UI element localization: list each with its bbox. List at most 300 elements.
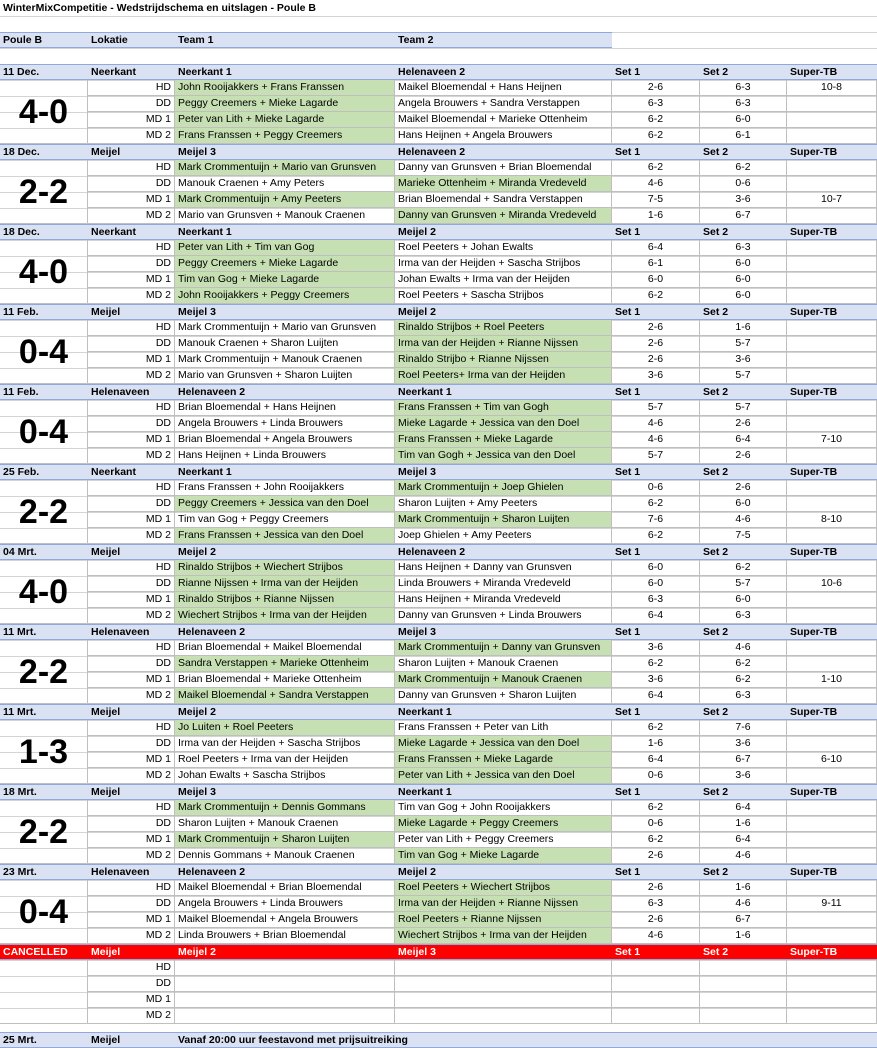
team2-players[interactable]: Hans Heijnen + Danny van Grunsven [395,560,612,576]
set1-score[interactable]: 6-4 [612,688,700,704]
team1-players[interactable]: Rianne Nijssen + Irma van der Heijden [175,576,395,592]
set2-score[interactable]: 6-2 [700,672,787,688]
team2-players[interactable]: Irma van der Heijden + Rianne Nijssen [395,336,612,352]
col-super-tb[interactable]: Super-TB [787,624,877,640]
super-tb-score[interactable] [787,240,877,256]
team1-players[interactable]: John Rooijakkers + Frans Franssen [175,80,395,96]
set1-score[interactable]: 6-4 [612,240,700,256]
super-tb-score[interactable] [787,528,877,544]
set2-score[interactable]: 6-4 [700,432,787,448]
match-score[interactable]: 0-4 [0,400,88,464]
set1-score[interactable]: 6-4 [612,752,700,768]
match-team1[interactable]: Neerkant 1 [175,464,395,480]
match-location[interactable]: Meijel [88,144,175,160]
set2-score[interactable] [700,992,787,1008]
set2-score[interactable]: 6-3 [700,608,787,624]
set1-score[interactable] [612,960,700,976]
set1-score[interactable]: 6-3 [612,592,700,608]
super-tb-score[interactable] [787,656,877,672]
set1-score[interactable]: 0-6 [612,480,700,496]
super-tb-score[interactable]: 10-8 [787,80,877,96]
set1-score[interactable]: 6-0 [612,560,700,576]
team1-players[interactable]: Peter van Lith + Tim van Gog [175,240,395,256]
team1-players[interactable]: Tim van Gog + Mieke Lagarde [175,272,395,288]
col-super-tb[interactable]: Super-TB [787,784,877,800]
game-type[interactable]: MD 2 [88,768,175,784]
game-type[interactable]: DD [88,816,175,832]
set2-score[interactable]: 6-7 [700,208,787,224]
set1-score[interactable]: 4-6 [612,416,700,432]
match-team1[interactable]: Helenaveen 2 [175,384,395,400]
match-team1[interactable]: Neerkant 1 [175,64,395,80]
team1-players[interactable]: Angela Brouwers + Linda Brouwers [175,896,395,912]
team2-players[interactable]: Wiechert Strijbos + Irma van der Heijden [395,928,612,944]
set1-score[interactable]: 7-6 [612,512,700,528]
game-type[interactable]: DD [88,416,175,432]
super-tb-score[interactable] [787,720,877,736]
set1-score[interactable]: 6-2 [612,656,700,672]
team1-players[interactable]: John Rooijakkers + Peggy Creemers [175,288,395,304]
game-type[interactable]: DD [88,96,175,112]
set2-score[interactable]: 7-5 [700,528,787,544]
game-type[interactable]: MD 1 [88,672,175,688]
super-tb-score[interactable] [787,320,877,336]
super-tb-score[interactable] [787,592,877,608]
super-tb-score[interactable] [787,688,877,704]
match-location[interactable]: Helenaveen [88,864,175,880]
set1-score[interactable]: 6-2 [612,496,700,512]
team1-players[interactable]: Mark Crommentuijn + Mario van Grunsven [175,320,395,336]
game-type[interactable]: MD 2 [88,448,175,464]
match-location[interactable]: Helenaveen [88,624,175,640]
team1-players[interactable]: Mark Crommentuijn + Sharon Luijten [175,832,395,848]
set1-score[interactable]: 6-1 [612,256,700,272]
col-super-tb[interactable]: Super-TB [787,944,877,960]
game-type[interactable]: DD [88,176,175,192]
team2-players[interactable]: Roel Peeters + Sascha Strijbos [395,288,612,304]
super-tb-score[interactable] [787,848,877,864]
team2-players[interactable]: Roel Peeters + Wiechert Strijbos [395,880,612,896]
set2-score[interactable]: 2-6 [700,416,787,432]
team1-players[interactable]: Mark Crommentuijn + Manouk Craenen [175,352,395,368]
set1-score[interactable]: 6-2 [612,832,700,848]
game-type[interactable]: MD 2 [88,208,175,224]
team2-players[interactable]: Danny van Grunsven + Brian Bloemendal [395,160,612,176]
team2-players[interactable] [395,960,612,976]
team2-players[interactable]: Roel Peeters + Rianne Nijssen [395,912,612,928]
team2-players[interactable]: Hans Heijnen + Miranda Vredeveld [395,592,612,608]
set1-score[interactable]: 7-5 [612,192,700,208]
match-score[interactable]: 2-2 [0,640,88,704]
game-type[interactable]: HD [88,480,175,496]
match-team1[interactable]: Meijel 2 [175,704,395,720]
set2-score[interactable]: 5-7 [700,400,787,416]
game-type[interactable]: MD 1 [88,512,175,528]
col-set2[interactable]: Set 2 [700,464,787,480]
game-type[interactable]: MD 1 [88,112,175,128]
super-tb-score[interactable] [787,176,877,192]
team1-players[interactable]: Mark Crommentuijn + Mario van Grunsven [175,160,395,176]
game-type[interactable]: DD [88,496,175,512]
game-type[interactable]: DD [88,896,175,912]
super-tb-score[interactable]: 1-10 [787,672,877,688]
super-tb-score[interactable] [787,368,877,384]
game-type[interactable]: MD 1 [88,832,175,848]
match-score[interactable]: 2-2 [0,800,88,864]
match-team2[interactable]: Helenaveen 2 [395,64,612,80]
match-date[interactable]: 11 Mrt. [0,704,88,720]
game-type[interactable]: MD 1 [88,592,175,608]
set1-score[interactable]: 3-6 [612,640,700,656]
team2-players[interactable]: Brian Bloemendal + Sandra Verstappen [395,192,612,208]
team1-players[interactable]: Maikel Bloemendal + Angela Brouwers [175,912,395,928]
game-type[interactable]: MD 2 [88,528,175,544]
team1-players[interactable]: Johan Ewalts + Sascha Strijbos [175,768,395,784]
set2-score[interactable]: 6-0 [700,272,787,288]
team1-players[interactable] [175,1008,395,1024]
final-location[interactable]: Meijel [88,1032,175,1048]
game-type[interactable]: MD 2 [88,608,175,624]
set1-score[interactable]: 2-6 [612,336,700,352]
team2-players[interactable]: Mark Crommentuijn + Manouk Craenen [395,672,612,688]
set1-score[interactable]: 2-6 [612,912,700,928]
set1-score[interactable]: 2-6 [612,352,700,368]
super-tb-score[interactable] [787,352,877,368]
match-date[interactable]: 11 Mrt. [0,624,88,640]
game-type[interactable]: DD [88,736,175,752]
set2-score[interactable] [700,960,787,976]
set2-score[interactable]: 1-6 [700,816,787,832]
super-tb-score[interactable] [787,160,877,176]
header-poule[interactable]: Poule B [0,32,88,48]
team2-players[interactable]: Mark Crommentuijn + Joep Ghielen [395,480,612,496]
super-tb-score[interactable] [787,816,877,832]
team1-players[interactable]: Frans Franssen + John Rooijakkers [175,480,395,496]
super-tb-score[interactable] [787,832,877,848]
team1-players[interactable] [175,976,395,992]
col-set2[interactable]: Set 2 [700,784,787,800]
team1-players[interactable]: Angela Brouwers + Linda Brouwers [175,416,395,432]
set2-score[interactable]: 1-6 [700,928,787,944]
match-date[interactable]: 11 Feb. [0,384,88,400]
team2-players[interactable]: Linda Brouwers + Miranda Vredeveld [395,576,612,592]
team1-players[interactable]: Frans Franssen + Peggy Creemers [175,128,395,144]
col-set1[interactable]: Set 1 [612,144,700,160]
team1-players[interactable]: Brian Bloemendal + Maikel Bloemendal [175,640,395,656]
match-score[interactable]: 0-4 [0,320,88,384]
set1-score[interactable]: 6-2 [612,160,700,176]
team1-players[interactable]: Jo Luiten + Roel Peeters [175,720,395,736]
super-tb-score[interactable] [787,400,877,416]
game-type[interactable]: HD [88,560,175,576]
team2-players[interactable]: Rinaldo Strijbos + Roel Peeters [395,320,612,336]
match-team1[interactable]: Meijel 3 [175,144,395,160]
set1-score[interactable]: 6-3 [612,96,700,112]
game-type[interactable]: MD 1 [88,912,175,928]
team2-players[interactable]: Frans Franssen + Peter van Lith [395,720,612,736]
match-location[interactable]: Neerkant [88,64,175,80]
team1-players[interactable]: Frans Franssen + Jessica van den Doel [175,528,395,544]
match-team2[interactable]: Helenaveen 2 [395,544,612,560]
team1-players[interactable]: Roel Peeters + Irma van der Heijden [175,752,395,768]
team1-players[interactable]: Linda Brouwers + Brian Bloemendal [175,928,395,944]
game-type[interactable]: MD 1 [88,192,175,208]
game-type[interactable]: DD [88,256,175,272]
set2-score[interactable]: 4-6 [700,640,787,656]
col-super-tb[interactable]: Super-TB [787,544,877,560]
set2-score[interactable] [700,1008,787,1024]
team2-players[interactable]: Johan Ewalts + Irma van der Heijden [395,272,612,288]
set2-score[interactable] [700,976,787,992]
game-type[interactable]: MD 1 [88,352,175,368]
super-tb-score[interactable] [787,128,877,144]
team2-players[interactable]: Frans Franssen + Mieke Lagarde [395,752,612,768]
set1-score[interactable]: 2-6 [612,320,700,336]
match-score[interactable]: 0-4 [0,880,88,944]
set2-score[interactable]: 6-0 [700,496,787,512]
super-tb-score[interactable] [787,768,877,784]
team1-players[interactable]: Brian Bloemendal + Hans Heijnen [175,400,395,416]
match-team2[interactable]: Meijel 2 [395,864,612,880]
super-tb-score[interactable] [787,992,877,1008]
set2-score[interactable]: 3-6 [700,736,787,752]
set2-score[interactable]: 2-6 [700,480,787,496]
match-team2[interactable]: Meijel 3 [395,464,612,480]
match-team2[interactable]: Helenaveen 2 [395,144,612,160]
set1-score[interactable]: 6-2 [612,128,700,144]
super-tb-score[interactable]: 10-6 [787,576,877,592]
game-type[interactable]: MD 1 [88,432,175,448]
team1-players[interactable] [175,960,395,976]
team2-players[interactable]: Hans Heijnen + Angela Brouwers [395,128,612,144]
set2-score[interactable]: 6-2 [700,560,787,576]
team1-players[interactable]: Mark Crommentuijn + Dennis Gommans [175,800,395,816]
super-tb-score[interactable] [787,640,877,656]
team2-players[interactable]: Mieke Lagarde + Peggy Creemers [395,816,612,832]
set1-score[interactable]: 4-6 [612,928,700,944]
match-date[interactable]: 11 Dec. [0,64,88,80]
set1-score[interactable]: 3-6 [612,368,700,384]
set1-score[interactable]: 3-6 [612,672,700,688]
team1-players[interactable]: Hans Heijnen + Linda Brouwers [175,448,395,464]
super-tb-score[interactable] [787,1008,877,1024]
col-set2[interactable]: Set 2 [700,144,787,160]
set1-score[interactable] [612,976,700,992]
super-tb-score[interactable] [787,480,877,496]
team1-players[interactable]: Irma van der Heijden + Sascha Strijbos [175,736,395,752]
set2-score[interactable]: 1-6 [700,320,787,336]
super-tb-score[interactable] [787,880,877,896]
super-tb-score[interactable] [787,448,877,464]
match-location[interactable]: Meijel [88,704,175,720]
match-date[interactable]: 18 Dec. [0,224,88,240]
match-location[interactable]: Neerkant [88,464,175,480]
match-team1[interactable]: Meijel 3 [175,304,395,320]
game-type[interactable]: MD 2 [88,128,175,144]
super-tb-score[interactable]: 8-10 [787,512,877,528]
match-score[interactable]: 4-0 [0,240,88,304]
match-team2[interactable]: Neerkant 1 [395,704,612,720]
team2-players[interactable]: Tim van Gog + Mieke Lagarde [395,848,612,864]
match-team1[interactable]: Meijel 2 [175,944,395,960]
set1-score[interactable]: 6-2 [612,528,700,544]
team1-players[interactable]: Mario van Grunsven + Manouk Craenen [175,208,395,224]
team1-players[interactable]: Peggy Creemers + Mieke Lagarde [175,96,395,112]
game-type[interactable]: DD [88,576,175,592]
col-set1[interactable]: Set 1 [612,544,700,560]
match-team2[interactable]: Neerkant 1 [395,784,612,800]
super-tb-score[interactable] [787,608,877,624]
set2-score[interactable]: 6-7 [700,912,787,928]
match-team2[interactable]: Meijel 3 [395,944,612,960]
team2-players[interactable]: Angela Brouwers + Sandra Verstappen [395,96,612,112]
header-lokatie[interactable]: Lokatie [88,32,175,48]
game-type[interactable]: MD 2 [88,288,175,304]
match-team2[interactable]: Meijel 2 [395,304,612,320]
set1-score[interactable]: 6-2 [612,800,700,816]
match-score[interactable]: 4-0 [0,560,88,624]
match-team1[interactable]: Neerkant 1 [175,224,395,240]
team2-players[interactable]: Frans Franssen + Tim van Gogh [395,400,612,416]
col-set1[interactable]: Set 1 [612,384,700,400]
col-super-tb[interactable]: Super-TB [787,304,877,320]
col-set1[interactable]: Set 1 [612,864,700,880]
match-location[interactable]: Meijel [88,304,175,320]
game-type[interactable]: MD 2 [88,928,175,944]
set1-score[interactable] [612,1008,700,1024]
match-score[interactable]: 2-2 [0,160,88,224]
team2-players[interactable]: Maikel Bloemendal + Hans Heijnen [395,80,612,96]
team2-players[interactable]: Peter van Lith + Jessica van den Doel [395,768,612,784]
match-date[interactable]: 18 Dec. [0,144,88,160]
match-team1[interactable]: Meijel 2 [175,544,395,560]
set1-score[interactable]: 6-2 [612,720,700,736]
team2-players[interactable]: Danny van Grunsven + Sharon Luijten [395,688,612,704]
set1-score[interactable]: 4-6 [612,176,700,192]
team1-players[interactable]: Maikel Bloemendal + Sandra Verstappen [175,688,395,704]
team2-players[interactable]: Roel Peeters+ Irma van der Heijden [395,368,612,384]
game-type[interactable]: HD [88,160,175,176]
game-type[interactable]: MD 2 [88,368,175,384]
set2-score[interactable]: 6-3 [700,96,787,112]
set1-score[interactable]: 6-0 [612,576,700,592]
match-date[interactable]: 25 Feb. [0,464,88,480]
set2-score[interactable]: 5-7 [700,576,787,592]
team2-players[interactable]: Rinaldo Strijbo + Rianne Nijssen [395,352,612,368]
team1-players[interactable]: Rinaldo Strijbos + Wiechert Strijbos [175,560,395,576]
super-tb-score[interactable] [787,736,877,752]
set1-score[interactable]: 6-2 [612,112,700,128]
match-date[interactable]: 18 Mrt. [0,784,88,800]
team2-players[interactable]: Tim van Gogh + Jessica van den Doel [395,448,612,464]
super-tb-score[interactable]: 6-10 [787,752,877,768]
team1-players[interactable]: Brian Bloemendal + Angela Brouwers [175,432,395,448]
team2-players[interactable]: Peter van Lith + Peggy Creemers [395,832,612,848]
set1-score[interactable]: 0-6 [612,816,700,832]
game-type[interactable]: HD [88,320,175,336]
col-set1[interactable]: Set 1 [612,704,700,720]
match-score[interactable] [0,960,88,1024]
team2-players[interactable] [395,976,612,992]
game-type[interactable]: MD 2 [88,688,175,704]
set2-score[interactable]: 6-7 [700,752,787,768]
sheet-title[interactable]: WinterMixCompetitie - Wedstrijdschema en uitslagen - Poule B [3,2,317,14]
super-tb-score[interactable]: 7-10 [787,432,877,448]
super-tb-score[interactable]: 10-7 [787,192,877,208]
team1-players[interactable]: Mark Crommentuijn + Amy Peeters [175,192,395,208]
col-super-tb[interactable]: Super-TB [787,224,877,240]
game-type[interactable]: HD [88,240,175,256]
col-super-tb[interactable]: Super-TB [787,64,877,80]
team2-players[interactable]: Irma van der Heijden + Sascha Strijbos [395,256,612,272]
set2-score[interactable]: 4-6 [700,512,787,528]
team2-players[interactable]: Mieke Lagarde + Jessica van den Doel [395,416,612,432]
set1-score[interactable]: 5-7 [612,448,700,464]
set2-score[interactable]: 5-7 [700,368,787,384]
header-team2[interactable]: Team 2 [395,32,612,48]
set1-score[interactable]: 2-6 [612,848,700,864]
final-date[interactable]: 25 Mrt. [0,1032,88,1048]
super-tb-score[interactable] [787,976,877,992]
team2-players[interactable]: Sharon Luijten + Amy Peeters [395,496,612,512]
set1-score[interactable]: 0-6 [612,768,700,784]
game-type[interactable]: MD 1 [88,992,175,1008]
set1-score[interactable] [612,992,700,1008]
set1-score[interactable]: 1-6 [612,736,700,752]
team1-players[interactable]: Mario van Grunsven + Sharon Luijten [175,368,395,384]
set2-score[interactable]: 3-6 [700,352,787,368]
set2-score[interactable]: 6-0 [700,288,787,304]
game-type[interactable]: MD 1 [88,752,175,768]
team2-players[interactable]: Marieke Ottenheim + Miranda Vredeveld [395,176,612,192]
super-tb-score[interactable] [787,928,877,944]
super-tb-score[interactable] [787,960,877,976]
col-set2[interactable]: Set 2 [700,944,787,960]
match-location[interactable]: Meijel [88,544,175,560]
final-note[interactable]: Vanaf 20:00 uur feestavond met prijsuitreiking [175,1032,877,1048]
game-type[interactable]: HD [88,960,175,976]
set2-score[interactable]: 6-3 [700,240,787,256]
set2-score[interactable]: 6-0 [700,592,787,608]
set2-score[interactable]: 6-1 [700,128,787,144]
super-tb-score[interactable] [787,208,877,224]
col-set2[interactable]: Set 2 [700,304,787,320]
super-tb-score[interactable] [787,416,877,432]
game-type[interactable]: DD [88,336,175,352]
match-date[interactable]: 04 Mrt. [0,544,88,560]
game-type[interactable]: HD [88,800,175,816]
team2-players[interactable]: Mark Crommentuijn + Sharon Luijten [395,512,612,528]
set1-score[interactable]: 6-0 [612,272,700,288]
set2-score[interactable]: 6-3 [700,80,787,96]
team1-players[interactable]: Peter van Lith + Mieke Lagarde [175,112,395,128]
super-tb-score[interactable] [787,336,877,352]
super-tb-score[interactable] [787,256,877,272]
team2-players[interactable] [395,1008,612,1024]
set1-score[interactable]: 6-4 [612,608,700,624]
match-date[interactable]: CANCELLED [0,944,88,960]
col-set2[interactable]: Set 2 [700,64,787,80]
header-team1[interactable]: Team 1 [175,32,395,48]
set2-score[interactable]: 6-0 [700,256,787,272]
game-type[interactable]: MD 2 [88,848,175,864]
set2-score[interactable]: 0-6 [700,176,787,192]
col-super-tb[interactable]: Super-TB [787,464,877,480]
game-type[interactable]: HD [88,720,175,736]
match-team2[interactable]: Meijel 2 [395,224,612,240]
set1-score[interactable]: 1-6 [612,208,700,224]
super-tb-score[interactable] [787,800,877,816]
